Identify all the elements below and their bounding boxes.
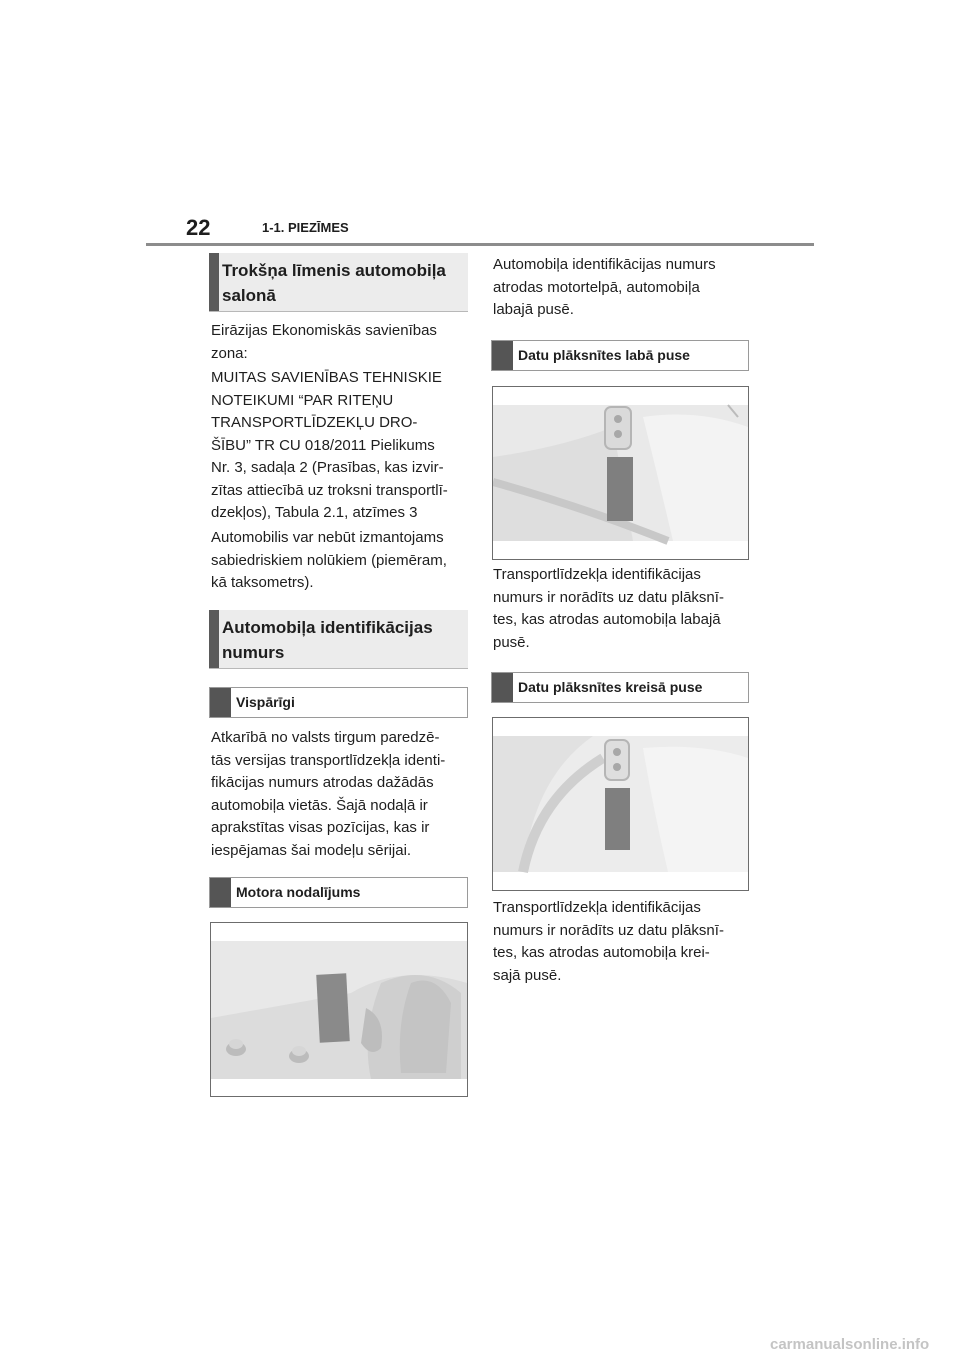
paragraph-engine-location	[493, 254, 755, 322]
paragraph-eaeu	[211, 320, 473, 365]
right-plate-photo	[492, 386, 749, 560]
page-number: 22	[186, 215, 211, 240]
heading-line: salonā	[222, 286, 276, 305]
text-line: dzekļos), Tabula 2.1, atzīmes 3	[211, 504, 418, 521]
text-line: Eirāzijas Ekonomiskās savienības	[211, 322, 437, 339]
text-line: iespējamas šai modeļu sērijai.	[211, 841, 412, 859]
text-line: tās versijas transportlīdzekļa identi-	[211, 751, 446, 769]
subheading-label: Datu plāksnītes kreisā puse	[518, 679, 703, 695]
heading-bar	[209, 610, 219, 668]
heading-bar	[209, 253, 219, 311]
text-line: automobiļa vietās. Šajā nodaļā ir	[211, 796, 428, 814]
text-line: fikācijas numurs atrodas dažādās	[211, 774, 434, 791]
subheading-bar	[210, 878, 231, 907]
text-line: sabiedriskiem nolūkiem (piemēram,	[211, 551, 447, 569]
paragraph-public-use	[211, 527, 473, 595]
subheading-bar	[210, 688, 231, 717]
section-title: 1-1. PIEZĪMES	[262, 220, 349, 235]
heading-line: numurs	[222, 643, 285, 662]
text-line: pusē.	[493, 633, 530, 651]
text-line: Automobiļa identifikācijas numurs	[493, 256, 716, 273]
engine-vin-label	[316, 973, 350, 1042]
right-vin-plate	[607, 457, 633, 521]
subheading-label: Motora nodalījums	[236, 884, 361, 900]
subheading-right-plate	[491, 340, 749, 371]
text-line: sajā pusē.	[493, 966, 562, 984]
left-vin-plate	[605, 788, 630, 850]
text-line: TRANSPORTLĪDZEKĻU DRO-	[211, 414, 418, 431]
subheading-left-plate	[491, 672, 749, 703]
subheading-bar	[492, 341, 513, 370]
text-line: Transportlīdzekļa identifikācijas	[493, 899, 701, 916]
text-line: numurs ir norādīts uz datu plāksnī-	[493, 588, 724, 606]
watermark: carmanualsonline.info	[770, 1336, 930, 1353]
text-line: aprakstītas visas pozīcijas, kas ir	[211, 819, 430, 836]
text-line: kā taksometrs).	[211, 574, 314, 591]
engine-compartment-photo	[210, 922, 468, 1097]
text-line: MUITAS SAVIENĪBAS TEHNISKIE	[211, 369, 442, 386]
text-line: labajā pusē.	[493, 301, 574, 318]
text-line: Atkarībā no valsts tirgum paredzē-	[211, 729, 440, 746]
text-line: tes, kas atrodas automobiļa krei-	[493, 944, 710, 961]
heading-vin	[209, 610, 468, 669]
paragraph-right-plate	[493, 564, 755, 654]
subheading-label: Vispārīgi	[236, 694, 295, 710]
text-line: tes, kas atrodas automobiļa labajā	[493, 611, 721, 628]
text-line: zītas attiecībā uz troksni transportlī-	[211, 481, 448, 499]
subheading-label: Datu plāksnītes labā puse	[518, 347, 690, 363]
paragraph-general	[211, 727, 473, 862]
header-rule	[146, 243, 814, 246]
text-line: Nr. 3, sadaļa 2 (Prasības, kas izvir-	[211, 459, 444, 476]
text-line: atrodas motortelpā, automobiļa	[493, 278, 700, 296]
subheading-engine-compartment	[209, 877, 468, 908]
heading-line: Trokšņa līmenis automobiļa	[222, 261, 446, 280]
heading-line: Automobiļa identifikācijas	[222, 618, 433, 637]
left-plate-photo	[492, 717, 749, 891]
text-line: NOTEIKUMI “PAR RITEŅU	[211, 391, 394, 409]
text-line: zona:	[211, 344, 248, 362]
subheading-general	[209, 687, 468, 718]
paragraph-regulation	[211, 367, 473, 525]
heading-noise-level	[209, 253, 468, 312]
text-line: Automobilis var nebūt izmantojams	[211, 529, 444, 546]
text-line: numurs ir norādīts uz datu plāksnī-	[493, 921, 724, 939]
text-line: ŠĪBU” TR CU 018/2011 Pielikums	[211, 436, 435, 454]
subheading-bar	[492, 673, 513, 702]
text-line: Transportlīdzekļa identifikācijas	[493, 566, 701, 583]
paragraph-left-plate	[493, 897, 755, 987]
